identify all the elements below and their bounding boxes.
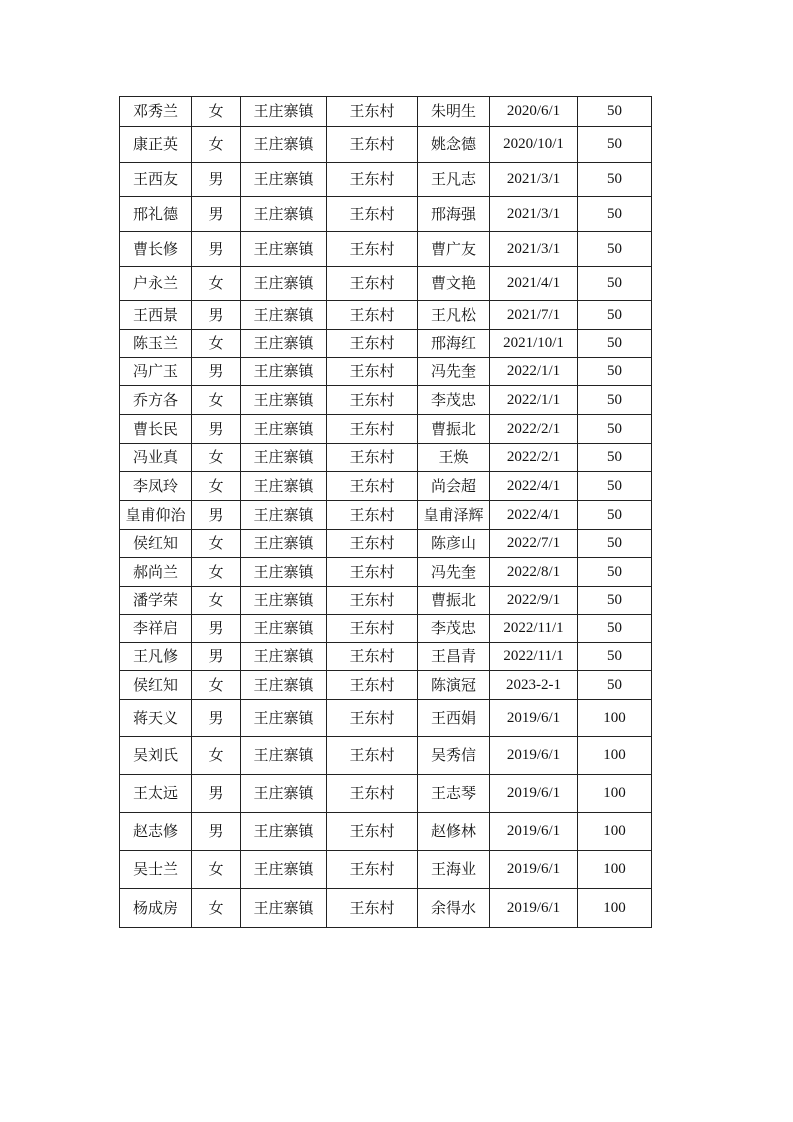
amount-cell: 50 xyxy=(578,232,652,267)
contact-cell: 姚念德 xyxy=(418,127,490,163)
town-cell: 王庄寨镇 xyxy=(241,232,327,267)
table-row xyxy=(120,267,652,301)
village-cell: 王东村 xyxy=(327,386,418,415)
contact-cell: 曹振北 xyxy=(418,415,490,444)
gender-cell: 女 xyxy=(192,330,241,358)
village-cell: 王东村 xyxy=(327,301,418,330)
contact-cell: 赵修林 xyxy=(418,813,490,851)
gender-cell: 女 xyxy=(192,267,241,301)
contact-cell: 李茂忠 xyxy=(418,386,490,415)
name-cell: 潘学荣 xyxy=(120,587,192,615)
gender-cell: 男 xyxy=(192,615,241,643)
date-cell: 2022/11/1 xyxy=(490,615,578,643)
date-cell: 2019/6/1 xyxy=(490,889,578,928)
town-cell: 王庄寨镇 xyxy=(241,127,327,163)
gender-cell: 男 xyxy=(192,301,241,330)
town-cell: 王庄寨镇 xyxy=(241,889,327,928)
name-cell: 侯红知 xyxy=(120,530,192,558)
contact-cell: 王昌青 xyxy=(418,643,490,671)
table-row xyxy=(120,530,652,558)
name-cell: 陈玉兰 xyxy=(120,330,192,358)
name-cell: 皇甫仰治 xyxy=(120,501,192,530)
table-row xyxy=(120,444,652,472)
amount-cell: 100 xyxy=(578,851,652,889)
village-cell: 王东村 xyxy=(327,415,418,444)
gender-cell: 男 xyxy=(192,232,241,267)
town-cell: 王庄寨镇 xyxy=(241,700,327,737)
town-cell: 王庄寨镇 xyxy=(241,267,327,301)
table-row xyxy=(120,615,652,643)
date-cell: 2019/6/1 xyxy=(490,737,578,775)
date-cell: 2020/10/1 xyxy=(490,127,578,163)
contact-cell: 曹广友 xyxy=(418,232,490,267)
amount-cell: 50 xyxy=(578,501,652,530)
date-cell: 2021/7/1 xyxy=(490,301,578,330)
table-row xyxy=(120,330,652,358)
table-row xyxy=(120,163,652,197)
date-cell: 2021/3/1 xyxy=(490,232,578,267)
contact-cell: 冯先奎 xyxy=(418,558,490,587)
town-cell: 王庄寨镇 xyxy=(241,558,327,587)
table-row xyxy=(120,415,652,444)
gender-cell: 男 xyxy=(192,197,241,232)
gender-cell: 男 xyxy=(192,415,241,444)
contact-cell: 皇甫泽辉 xyxy=(418,501,490,530)
gender-cell: 男 xyxy=(192,775,241,813)
amount-cell: 50 xyxy=(578,530,652,558)
gender-cell: 女 xyxy=(192,97,241,127)
name-cell: 康正英 xyxy=(120,127,192,163)
amount-cell: 50 xyxy=(578,97,652,127)
gender-cell: 女 xyxy=(192,444,241,472)
gender-cell: 女 xyxy=(192,472,241,501)
name-cell: 李凤玲 xyxy=(120,472,192,501)
date-cell: 2022/8/1 xyxy=(490,558,578,587)
gender-cell: 女 xyxy=(192,558,241,587)
amount-cell: 100 xyxy=(578,737,652,775)
amount-cell: 50 xyxy=(578,358,652,386)
village-cell: 王东村 xyxy=(327,851,418,889)
village-cell: 王东村 xyxy=(327,813,418,851)
name-cell: 蒋天义 xyxy=(120,700,192,737)
gender-cell: 女 xyxy=(192,127,241,163)
name-cell: 侯红知 xyxy=(120,671,192,700)
town-cell: 王庄寨镇 xyxy=(241,643,327,671)
table-row xyxy=(120,232,652,267)
table-row xyxy=(120,197,652,232)
contact-cell: 尚会超 xyxy=(418,472,490,501)
date-cell: 2019/6/1 xyxy=(490,813,578,851)
town-cell: 王庄寨镇 xyxy=(241,197,327,232)
date-cell: 2019/6/1 xyxy=(490,700,578,737)
contact-cell: 曹振北 xyxy=(418,587,490,615)
town-cell: 王庄寨镇 xyxy=(241,671,327,700)
date-cell: 2021/3/1 xyxy=(490,197,578,232)
table-row xyxy=(120,813,652,851)
village-cell: 王东村 xyxy=(327,737,418,775)
contact-cell: 余得水 xyxy=(418,889,490,928)
town-cell: 王庄寨镇 xyxy=(241,415,327,444)
amount-cell: 50 xyxy=(578,615,652,643)
gender-cell: 男 xyxy=(192,643,241,671)
name-cell: 杨成房 xyxy=(120,889,192,928)
name-cell: 户永兰 xyxy=(120,267,192,301)
gender-cell: 女 xyxy=(192,889,241,928)
amount-cell: 100 xyxy=(578,813,652,851)
town-cell: 王庄寨镇 xyxy=(241,851,327,889)
town-cell: 王庄寨镇 xyxy=(241,501,327,530)
contact-cell: 王焕 xyxy=(418,444,490,472)
village-cell: 王东村 xyxy=(327,358,418,386)
amount-cell: 50 xyxy=(578,671,652,700)
village-cell: 王东村 xyxy=(327,615,418,643)
contact-cell: 陈彦山 xyxy=(418,530,490,558)
name-cell: 王凡修 xyxy=(120,643,192,671)
date-cell: 2019/6/1 xyxy=(490,851,578,889)
gender-cell: 男 xyxy=(192,501,241,530)
gender-cell: 女 xyxy=(192,386,241,415)
name-cell: 冯业真 xyxy=(120,444,192,472)
village-cell: 王东村 xyxy=(327,501,418,530)
town-cell: 王庄寨镇 xyxy=(241,472,327,501)
town-cell: 王庄寨镇 xyxy=(241,330,327,358)
gender-cell: 男 xyxy=(192,358,241,386)
gender-cell: 男 xyxy=(192,700,241,737)
village-cell: 王东村 xyxy=(327,97,418,127)
amount-cell: 50 xyxy=(578,415,652,444)
name-cell: 王西景 xyxy=(120,301,192,330)
name-cell: 王西友 xyxy=(120,163,192,197)
date-cell: 2021/4/1 xyxy=(490,267,578,301)
contact-cell: 曹文艳 xyxy=(418,267,490,301)
date-cell: 2023-2-1 xyxy=(490,671,578,700)
gender-cell: 男 xyxy=(192,163,241,197)
date-cell: 2022/4/1 xyxy=(490,501,578,530)
town-cell: 王庄寨镇 xyxy=(241,737,327,775)
gender-cell: 女 xyxy=(192,530,241,558)
village-cell: 王东村 xyxy=(327,643,418,671)
table-row xyxy=(120,386,652,415)
table-row xyxy=(120,775,652,813)
table-row xyxy=(120,671,652,700)
village-cell: 王东村 xyxy=(327,558,418,587)
amount-cell: 50 xyxy=(578,301,652,330)
date-cell: 2022/9/1 xyxy=(490,587,578,615)
name-cell: 王太远 xyxy=(120,775,192,813)
contact-cell: 王海业 xyxy=(418,851,490,889)
town-cell: 王庄寨镇 xyxy=(241,615,327,643)
date-cell: 2022/11/1 xyxy=(490,643,578,671)
village-cell: 王东村 xyxy=(327,530,418,558)
village-cell: 王东村 xyxy=(327,444,418,472)
table-row xyxy=(120,643,652,671)
contact-cell: 王志琴 xyxy=(418,775,490,813)
contact-cell: 王凡志 xyxy=(418,163,490,197)
contact-cell: 李茂忠 xyxy=(418,615,490,643)
contact-cell: 王凡松 xyxy=(418,301,490,330)
town-cell: 王庄寨镇 xyxy=(241,386,327,415)
gender-cell: 女 xyxy=(192,587,241,615)
town-cell: 王庄寨镇 xyxy=(241,358,327,386)
gender-cell: 女 xyxy=(192,851,241,889)
town-cell: 王庄寨镇 xyxy=(241,163,327,197)
date-cell: 2022/2/1 xyxy=(490,444,578,472)
town-cell: 王庄寨镇 xyxy=(241,301,327,330)
name-cell: 赵志修 xyxy=(120,813,192,851)
table-row xyxy=(120,889,652,928)
table-row xyxy=(120,851,652,889)
name-cell: 冯广玉 xyxy=(120,358,192,386)
contact-cell: 邢海红 xyxy=(418,330,490,358)
name-cell: 乔方各 xyxy=(120,386,192,415)
amount-cell: 50 xyxy=(578,330,652,358)
amount-cell: 50 xyxy=(578,386,652,415)
name-cell: 曹长民 xyxy=(120,415,192,444)
amount-cell: 50 xyxy=(578,444,652,472)
name-cell: 邓秀兰 xyxy=(120,97,192,127)
village-cell: 王东村 xyxy=(327,671,418,700)
table-row xyxy=(120,700,652,737)
amount-cell: 100 xyxy=(578,889,652,928)
amount-cell: 50 xyxy=(578,267,652,301)
town-cell: 王庄寨镇 xyxy=(241,444,327,472)
table-row xyxy=(120,472,652,501)
town-cell: 王庄寨镇 xyxy=(241,775,327,813)
table-row xyxy=(120,501,652,530)
village-cell: 王东村 xyxy=(327,197,418,232)
gender-cell: 女 xyxy=(192,671,241,700)
amount-cell: 50 xyxy=(578,587,652,615)
amount-cell: 50 xyxy=(578,163,652,197)
amount-cell: 50 xyxy=(578,643,652,671)
contact-cell: 陈演冠 xyxy=(418,671,490,700)
village-cell: 王东村 xyxy=(327,232,418,267)
table-row xyxy=(120,737,652,775)
amount-cell: 50 xyxy=(578,197,652,232)
date-cell: 2020/6/1 xyxy=(490,97,578,127)
table-row xyxy=(120,127,652,163)
amount-cell: 100 xyxy=(578,775,652,813)
date-cell: 2019/6/1 xyxy=(490,775,578,813)
town-cell: 王庄寨镇 xyxy=(241,530,327,558)
village-cell: 王东村 xyxy=(327,700,418,737)
name-cell: 李祥启 xyxy=(120,615,192,643)
town-cell: 王庄寨镇 xyxy=(241,587,327,615)
date-cell: 2022/7/1 xyxy=(490,530,578,558)
gender-cell: 女 xyxy=(192,737,241,775)
amount-cell: 50 xyxy=(578,127,652,163)
table-row xyxy=(120,301,652,330)
village-cell: 王东村 xyxy=(327,775,418,813)
date-cell: 2021/10/1 xyxy=(490,330,578,358)
date-cell: 2021/3/1 xyxy=(490,163,578,197)
village-cell: 王东村 xyxy=(327,587,418,615)
table-row xyxy=(120,587,652,615)
date-cell: 2022/1/1 xyxy=(490,358,578,386)
village-cell: 王东村 xyxy=(327,889,418,928)
date-cell: 2022/4/1 xyxy=(490,472,578,501)
contact-cell: 邢海强 xyxy=(418,197,490,232)
village-cell: 王东村 xyxy=(327,163,418,197)
amount-cell: 100 xyxy=(578,700,652,737)
town-cell: 王庄寨镇 xyxy=(241,813,327,851)
village-cell: 王东村 xyxy=(327,127,418,163)
name-cell: 郝尚兰 xyxy=(120,558,192,587)
records-table xyxy=(119,96,652,928)
date-cell: 2022/2/1 xyxy=(490,415,578,444)
village-cell: 王东村 xyxy=(327,267,418,301)
contact-cell: 朱明生 xyxy=(418,97,490,127)
contact-cell: 王西娟 xyxy=(418,700,490,737)
contact-cell: 冯先奎 xyxy=(418,358,490,386)
name-cell: 吴刘氏 xyxy=(120,737,192,775)
table-row xyxy=(120,97,652,127)
contact-cell: 吴秀信 xyxy=(418,737,490,775)
gender-cell: 男 xyxy=(192,813,241,851)
date-cell: 2022/1/1 xyxy=(490,386,578,415)
amount-cell: 50 xyxy=(578,472,652,501)
records-table-body xyxy=(120,97,652,928)
town-cell: 王庄寨镇 xyxy=(241,97,327,127)
amount-cell: 50 xyxy=(578,558,652,587)
village-cell: 王东村 xyxy=(327,330,418,358)
table-row xyxy=(120,358,652,386)
table-row xyxy=(120,558,652,587)
name-cell: 邢礼德 xyxy=(120,197,192,232)
name-cell: 曹长修 xyxy=(120,232,192,267)
village-cell: 王东村 xyxy=(327,472,418,501)
name-cell: 吴士兰 xyxy=(120,851,192,889)
